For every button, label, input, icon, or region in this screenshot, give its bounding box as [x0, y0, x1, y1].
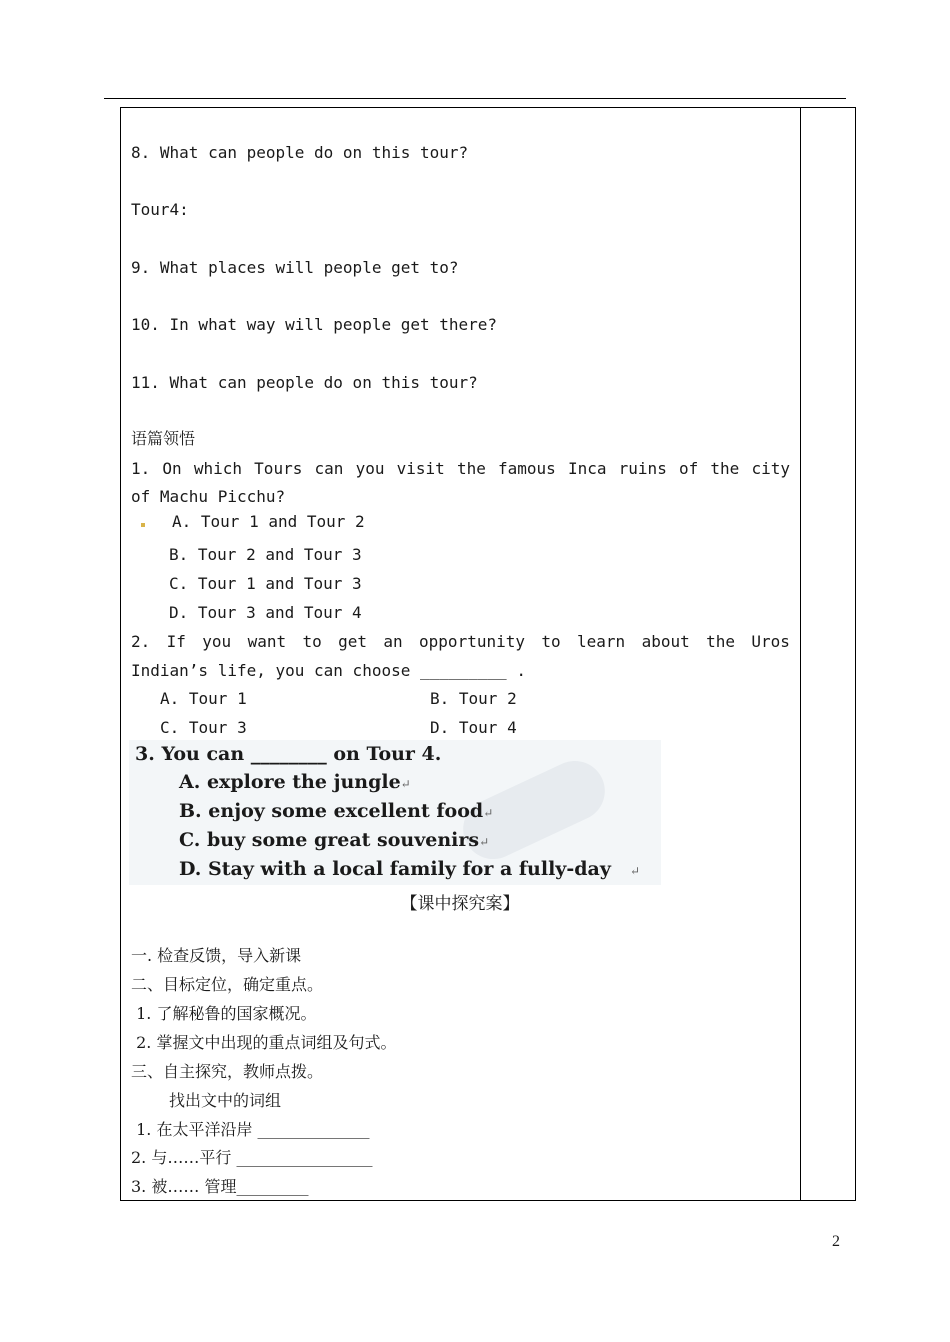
- q1-word: On: [162, 459, 182, 478]
- q1-word: famous: [498, 459, 556, 478]
- comprehension-q1-line1: [131, 459, 790, 479]
- q2-word: you: [202, 632, 232, 651]
- q2-word: 2.: [131, 632, 151, 651]
- q3-stem: 3. You can ________ on Tour 4.: [135, 743, 442, 765]
- edit-mark: [141, 523, 145, 527]
- q2-word: learn: [577, 632, 626, 651]
- q1-word: city: [751, 459, 790, 478]
- phrase-1: 1. 在太平洋沿岸 ______________: [131, 1120, 370, 1139]
- q2-word: to: [302, 632, 322, 651]
- q2-word: get: [338, 632, 368, 651]
- q1-word: visit: [396, 459, 445, 478]
- q1-word: Tours: [254, 459, 303, 478]
- q3-option-b: B. enjoy some excellent food↵: [179, 800, 494, 822]
- q1-word: 1.: [131, 459, 151, 478]
- page-number: 2: [832, 1233, 840, 1250]
- question-9: 9. What places will people get to?: [131, 258, 459, 277]
- q3-option-c: C. buy some great souvenirs↵: [179, 829, 490, 851]
- q1-option-b: B. Tour 2 and Tour 3: [169, 545, 362, 564]
- q1-option-a: A. Tour 1 and Tour 2: [172, 512, 365, 531]
- q2-word: the: [706, 632, 736, 651]
- question-3-scanned-image: [129, 740, 661, 885]
- q2-word: an: [383, 632, 403, 651]
- goal-2: 2. 掌握文中出现的重点词组及句式。: [131, 1033, 397, 1052]
- q3-option-d: D. Stay with a local family for a fully-day ↵: [179, 858, 641, 880]
- comprehension-heading: 语篇领悟: [131, 429, 196, 448]
- q2-word: want: [247, 632, 287, 651]
- q2-option-d: D. Tour 4: [430, 718, 517, 737]
- comprehension-q2-line1: [131, 632, 790, 652]
- header-rule: [104, 98, 846, 99]
- q1-word: can: [314, 459, 344, 478]
- phrases-heading: 找出文中的词组: [169, 1091, 282, 1110]
- q1-word: which: [193, 459, 243, 478]
- phrase-2: 2. 与……平行 _________________: [131, 1148, 373, 1167]
- q2-word: to: [541, 632, 561, 651]
- q1-option-d: D. Tour 3 and Tour 4: [169, 603, 362, 622]
- q3-option-a: A. explore the jungle↵: [179, 771, 411, 793]
- q2-word: If: [166, 632, 186, 651]
- q1-word: the: [710, 459, 740, 478]
- q2-option-b: B. Tour 2: [430, 689, 517, 708]
- q2-option-a: A. Tour 1: [160, 689, 247, 708]
- q2-option-c: C. Tour 3: [160, 718, 247, 737]
- q2-word: Uros: [751, 632, 790, 651]
- comprehension-q2-line2: Indian’s life, you can choose _________ .: [131, 661, 526, 680]
- q1-word: of: [678, 459, 699, 478]
- table-column-divider: [800, 107, 801, 1201]
- q1-option-c: C. Tour 1 and Tour 3: [169, 574, 362, 593]
- comprehension-q1-line2: of Machu Picchu?: [131, 487, 286, 506]
- q2-word: opportunity: [419, 632, 525, 651]
- phrase-3: 3. 被…… 管理_________: [131, 1177, 309, 1196]
- question-10: 10. In what way will people get there?: [131, 315, 498, 334]
- question-11: 11. What can people do on this tour?: [131, 373, 478, 392]
- tour4-label: Tour4:: [131, 200, 189, 219]
- goal-1: 1. 了解秘鲁的国家概况。: [131, 1004, 317, 1023]
- q1-word: you: [355, 459, 385, 478]
- question-8: 8. What can people do on this tour?: [131, 143, 469, 162]
- q1-word: ruins: [618, 459, 667, 478]
- q2-word: about: [641, 632, 690, 651]
- step-3: 三、自主探究，教师点拨。: [131, 1062, 324, 1081]
- q1-word: the: [456, 459, 486, 478]
- step-2: 二、目标定位，确定重点。: [131, 975, 324, 994]
- step-1: 一. 检查反馈，导入新课: [131, 946, 302, 965]
- in-class-section-title: 【课中探究案】: [400, 894, 520, 914]
- q1-word: Inca: [567, 459, 607, 478]
